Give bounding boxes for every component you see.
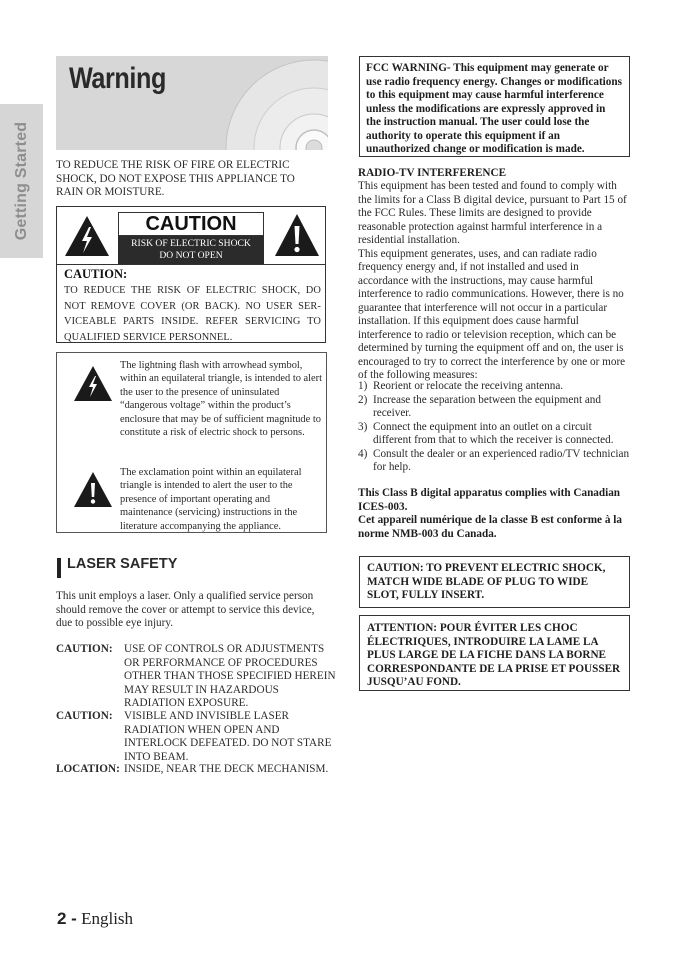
intro-line: RAIN OR MOISTURE. <box>56 186 165 198</box>
intro-line: SHOCK, DO NOT EXPOSE THIS APPLIANCE TO <box>56 172 295 185</box>
laser-row <box>56 643 339 709</box>
exclamation-warning-icon <box>273 212 321 258</box>
caution-subtitle-line: RISK OF ELECTRIC SHOCK <box>131 238 251 249</box>
attention-plug-text: ATTENTION: POUR ÉVITER LES CHOC ÉLECTRIQUES, INTRODUIRE LA LAME LA PLUS LARGE DE LA FICHE DANS LA BORNE CORRESPONDANTE DE LA PRISE ET POUSSER JUSQU’AU FOND. <box>367 622 621 688</box>
laser-row-text: USE OF CONTROLS OR ADJUSTMENTS OR PERFORMANCE OF PROCEDURES OTHER THAN THOSE SPECIFIED HEREIN MAY RESULT IN HAZARDOUS RADIATION EXPOSURE. <box>124 643 336 709</box>
side-tab-label: Getting Started <box>12 121 30 241</box>
symbol-explanation-box <box>56 352 327 533</box>
radio-tv-body <box>358 180 631 383</box>
laser-row-label: LOCATION: <box>56 763 120 775</box>
laser-row-label: CAUTION: <box>56 710 113 722</box>
radio-tv-heading: RADIO-TV INTERFERENCE <box>358 167 507 179</box>
laser-safety-title: LASER SAFETY <box>67 556 178 572</box>
page-title: Warning <box>69 62 166 95</box>
caution-plug-text: CAUTION: TO PREVENT ELECTRIC SHOCK, MATCH WIDE BLADE OF PLUG TO WIDE SLOT, FULLY INSERT. <box>367 562 606 601</box>
list-item-text: Consult the dealer or an experienced radio/TV technician for help. <box>373 447 630 473</box>
lightning-warning-icon <box>63 214 111 258</box>
laser-row-text: INSIDE, NEAR THE DECK MECHANISM. <box>124 763 329 775</box>
fcc-warning-text: FCC WARNING- This equipment may generate or use radio frequency energy. Changes or modifications to this equipment may cause harmful interference unless the modifications are expressly approved in the instruction manual. The user could lose the authority to operate this equipment if an unauthorized change or modification is made. <box>366 62 622 155</box>
list-item-text: Reorient or relocate the receiving antenna. <box>373 380 564 392</box>
fcc-warning-box <box>359 56 630 157</box>
canada-compliance-french: Cet appareil numérique de la classe B est conforme à la norme NMB-003 du Canada. <box>358 514 622 540</box>
exclamation-symbol-text: The exclamation point within an equilateral triangle is intended to alert the user to the presence of important operating and maintenance (servicing) instructions in the literature accompanying the appliance. <box>120 467 302 532</box>
lightning-symbol-text: The lightning flash with arrowhead symbol, within an equilateral triangle, is intended to alert the user to the presence of uninsulated “dangerous voltage” within the product’s enclosure that may be of sufficient magnitude to constitute a risk of electric shock to persons. <box>120 360 322 439</box>
intro-warning <box>56 159 331 200</box>
page-footer <box>57 909 133 929</box>
page-language: English <box>81 909 134 928</box>
laser-row <box>56 710 339 764</box>
exclamation-warning-icon <box>73 471 113 508</box>
measures-list <box>358 380 631 475</box>
list-item-number: 2) <box>358 393 368 406</box>
list-item <box>358 380 631 394</box>
caution-label <box>57 207 325 265</box>
list-item-text: Connect the equipment into an outlet on a circuit different from that to which the receiver is connected. <box>373 420 614 446</box>
laser-row <box>56 763 339 791</box>
laser-row-label: CAUTION: <box>56 643 113 655</box>
laser-row-text: VISIBLE AND INVISIBLE LASER RADIATION WHEN OPEN AND INTERLOCK DEFEATED. DO NOT STARE INTO BEAM. <box>124 710 332 763</box>
attention-plug-box <box>359 615 630 691</box>
caution-subtitle-line: DO NOT OPEN <box>159 250 223 261</box>
caution-heading: CAUTION: <box>64 267 128 281</box>
caution-title: CAUTION <box>118 212 264 236</box>
page-number: 2 - <box>57 909 77 928</box>
list-item-number: 4) <box>358 447 368 460</box>
list-item <box>358 394 631 421</box>
list-item <box>358 448 631 475</box>
radio-tv-paragraph: This equipment generates, uses, and can radiate radio frequency energy and, if not installed and used in accordance with the instructions, may cause harmful interference to radio communications. However, there is no guarantee that interference will not occur in a particular installation. If this equipment does cause harmful interference to radio or television reception, which can be determined by turning the equipment off and on, the user is encouraged to try to correct the interference by one or more of the following measures: <box>358 247 626 381</box>
canada-compliance <box>358 487 631 541</box>
side-tab <box>0 104 43 258</box>
caution-box <box>56 206 326 343</box>
disc-icon <box>218 56 328 150</box>
caution-subtitle <box>118 236 264 264</box>
section-marker <box>57 558 61 578</box>
list-item-number: 1) <box>358 380 368 392</box>
intro-line: TO REDUCE THE RISK OF FIRE OR ELECTRIC <box>56 159 290 171</box>
caution-plug-box <box>359 556 630 608</box>
page-header <box>56 56 328 150</box>
caution-body: TO REDUCE THE RISK OF ELECTRIC SHOCK, DO NOT REMOVE COVER (OR BACK). NO USER SER- VICEABLE PARTS INSIDE. REFER SERVICING TO QUALIFIED SERVICE PERSONNEL. <box>64 285 321 343</box>
radio-tv-paragraph: This equipment has been tested and found to comply with the limits for a Class B digital device, pursuant to Part 15 of the FCC Rules. These limits are designed to provide reasonable protection against harmful interference in a residential installation. <box>358 180 627 246</box>
list-item-text: Increase the separation between the equipment and receiver. <box>373 393 601 419</box>
laser-safety-intro: This unit employs a laser. Only a qualified service person should remove the cover or attempt to service this device, due to possible eye injury. <box>56 590 315 629</box>
list-item <box>358 421 631 448</box>
canada-compliance-english: This Class B digital apparatus complies with Canadian ICES-003. <box>358 487 621 513</box>
list-item-number: 3) <box>358 420 368 433</box>
lightning-warning-icon <box>73 365 113 402</box>
